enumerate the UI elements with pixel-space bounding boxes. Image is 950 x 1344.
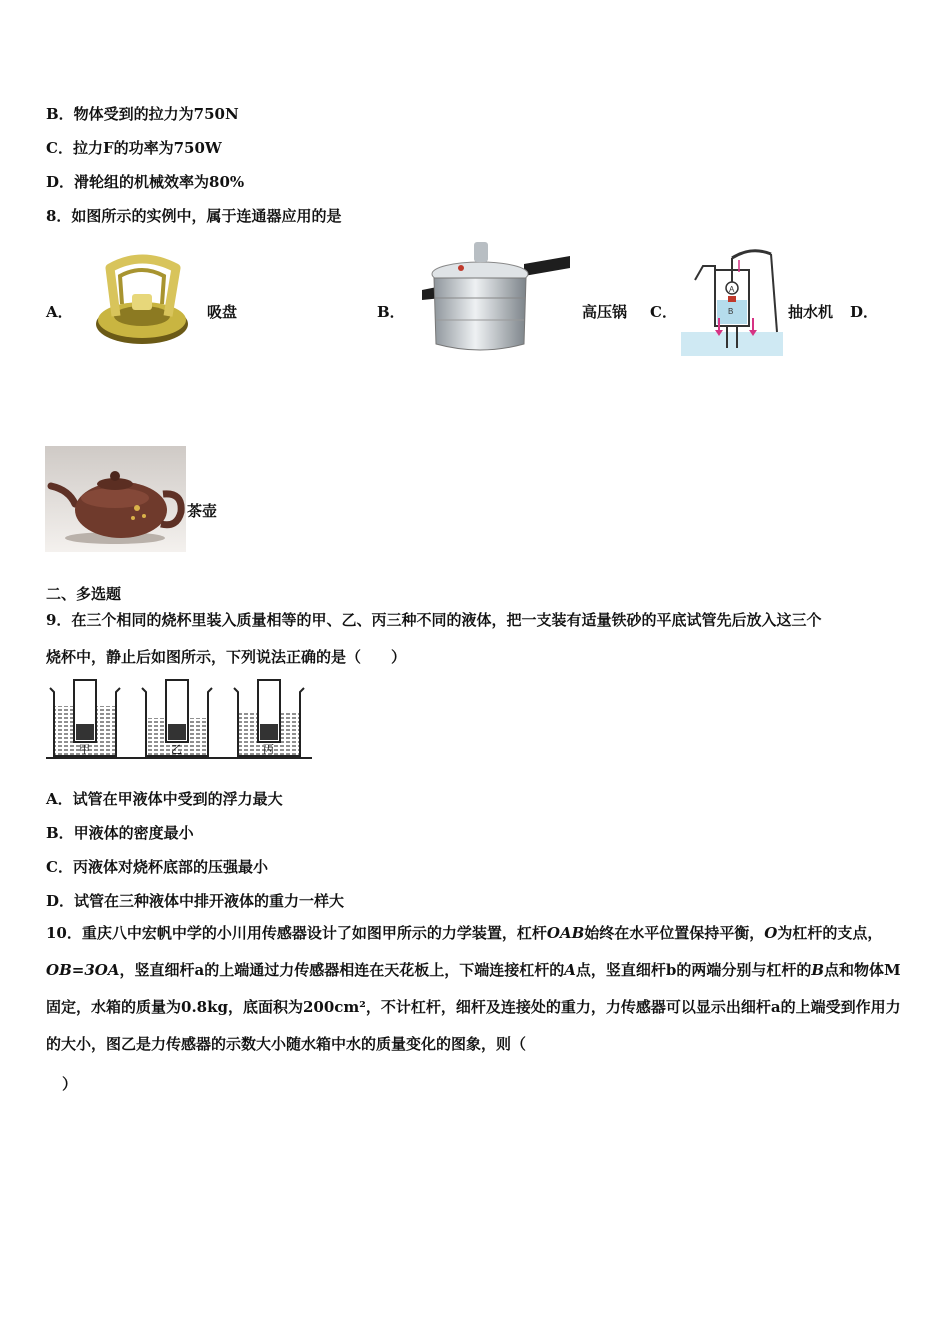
- suction-cup-icon: [92, 246, 194, 348]
- pump-label-b: B: [728, 307, 734, 316]
- q7-option-c: C．拉力F的功率为750W: [46, 139, 222, 157]
- q10-close-paren: ）: [62, 1075, 78, 1093]
- pressure-cooker-icon: [420, 238, 572, 356]
- q8-option-b-letter: B．: [377, 303, 405, 321]
- teapot-icon: [45, 446, 186, 552]
- q10-stem: 10．重庆八中宏帆中学的小川用传感器设计了如图甲所示的力学装置，杠杆OAB始终在水平位置保持平衡，O为杠杆的支点，OB=3OA，竖直细杆a的上端通过力传感器相连在天花板上，下端连接杠杆的A点，竖直细杆b的两端分别与杠杆的B点和物体M固定，水箱的质量为0.8kg，底面积为200cm²，不计杠杆，细杆及连接处的重力，力传感器可以显示出细杆a的上端受到作用力的大小，图乙是力传感器的示数大小随水箱中水的质量变化的图象，则（: [46, 924, 901, 1053]
- beaker-label-jia: 甲: [79, 743, 90, 756]
- beaker-jia: [50, 680, 120, 756]
- q8-stem: 8．如图所示的实例中，属于连通器应用的是: [46, 207, 342, 225]
- beakers-figure: [46, 676, 312, 762]
- section-title: 二、多选题: [46, 585, 122, 603]
- q9-stem-line1: 9．在三个相同的烧杯里装入质量相等的甲、乙、丙三种不同的液体，把一支装有适量铁砂的平底试管先后放入这三个: [46, 611, 822, 629]
- beaker-label-yi: 乙: [171, 743, 182, 756]
- q8-option-d-label: 茶壶: [187, 502, 218, 520]
- q8-option-a-label: 吸盘: [207, 303, 238, 321]
- q8-option-c-letter: C．: [650, 303, 677, 321]
- water-pump-icon: [681, 244, 783, 356]
- q7-option-d: D．滑轮组的机械效率为80%: [46, 173, 245, 191]
- q8-option-c-label: 抽水机: [788, 303, 834, 321]
- q9-option-c: C．丙液体对烧杯底部的压强最小: [46, 858, 268, 876]
- beaker-label-bing: 丙: [263, 743, 274, 756]
- q8-option-a-letter: A．: [46, 303, 73, 321]
- beaker-bing: [234, 680, 304, 756]
- q9-option-a: A．试管在甲液体中受到的浮力最大: [46, 790, 283, 808]
- pump-label-a: A: [729, 285, 735, 294]
- q8-option-d-letter: D．: [850, 303, 879, 321]
- q9-stem-line2: 烧杯中，静止后如图所示，下列说法正确的是（ ）: [46, 648, 407, 666]
- q8-option-b-label: 高压锅: [582, 303, 628, 321]
- q9-option-b: B．甲液体的密度最小: [46, 824, 194, 842]
- q9-option-d: D．试管在三种液体中排开液体的重力一样大: [46, 892, 345, 910]
- beaker-yi: [142, 680, 212, 756]
- q7-option-b: B．物体受到的拉力为750N: [46, 105, 239, 123]
